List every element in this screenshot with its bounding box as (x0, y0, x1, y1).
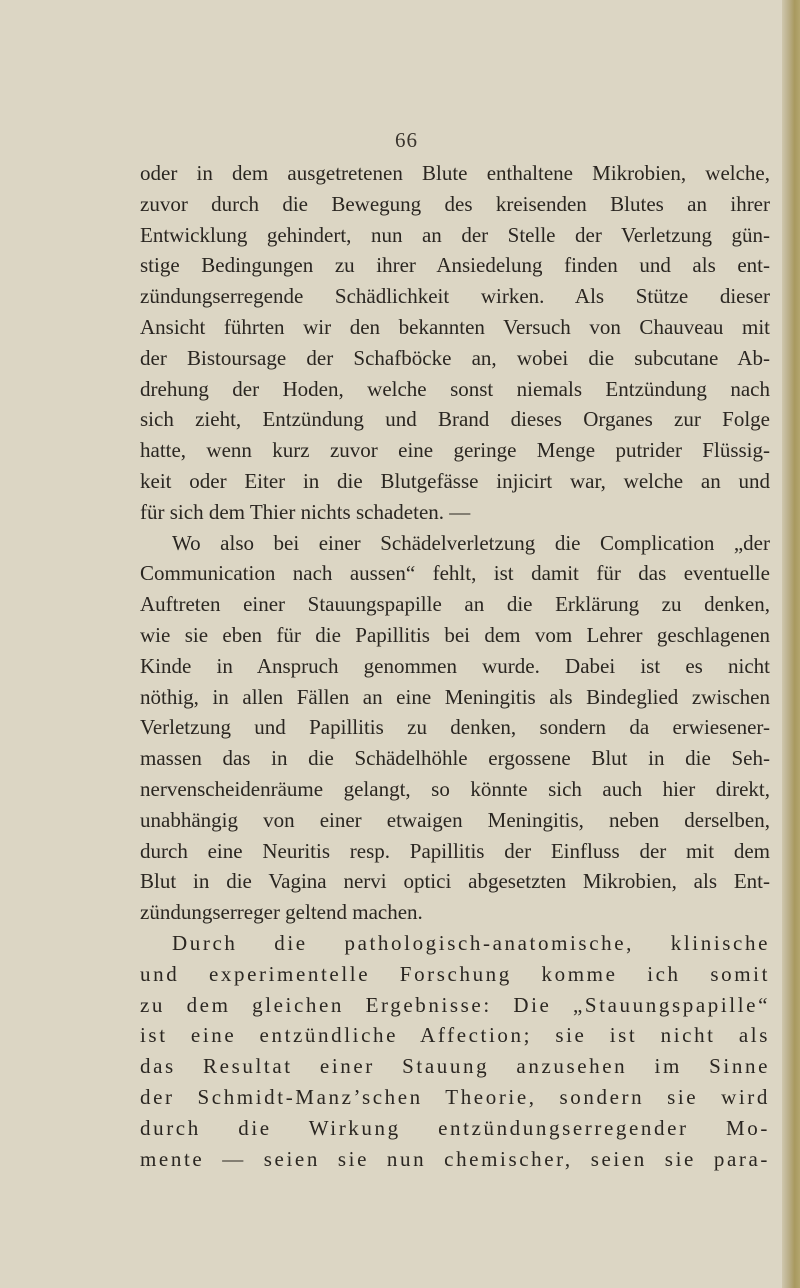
body-text (140, 158, 770, 1174)
spaced-text-line: und experimentelle Forschung komme ich somit (140, 961, 770, 986)
text-line: Blut in die Vagina nervi optici abgesetzten Mikrobien, als Ent- (140, 869, 770, 894)
text-line: der Bistoursage der Schafböcke an, wobei die subcutane Ab- (140, 345, 770, 370)
text-line: massen das in die Schädelhöhle ergossene Blut in die Seh- (140, 746, 770, 771)
text-line: wie sie eben für die Papillitis bei dem vom Lehrer geschlagenen (140, 622, 770, 647)
text-line: keit oder Eiter in die Blutgefässe injicirt war, welche an und (140, 468, 770, 493)
text-line: Wo also bei einer Schädelverletzung die Complication „der (172, 530, 770, 555)
text-line: Communication nach aussen“ fehlt, ist damit für das eventuelle (140, 561, 770, 586)
spaced-text-line: mente — seien sie nun chemischer, seien sie para- (140, 1146, 770, 1171)
text-line: unabhängig von einer etwaigen Meningitis, neben derselben, (140, 807, 770, 832)
spaced-text-line: Durch die pathologisch-anatomische, klinische (172, 930, 770, 955)
page-edge (782, 0, 800, 1288)
text-line: durch eine Neuritis resp. Papillitis der Einfluss der mit dem (140, 838, 770, 863)
text-line: Auftreten einer Stauungspapille an die Erklärung zu denken, (140, 592, 770, 617)
text-line: zündungserreger geltend machen. (140, 900, 423, 925)
text-line: sich zieht, Entzündung und Brand dieses Organes zur Folge (140, 407, 770, 432)
text-line: nervenscheidenräume gelangt, so könnte sich auch hier direkt, (140, 776, 770, 801)
text-line: Verletzung und Papillitis zu denken, sondern da erwiesener- (140, 715, 770, 740)
text-line: zuvor durch die Bewegung des kreisenden Blutes an ihrer (140, 191, 770, 216)
spaced-text-line: zu dem gleichen Ergebnisse: Die „Stauungspapille“ (140, 992, 770, 1017)
text-line: für sich dem Thier nichts schadeten. — (140, 499, 471, 524)
text-line: oder in dem ausgetretenen Blute enthaltene Mikrobien, welche, (140, 161, 770, 185)
text-line: nöthig, in allen Fällen an eine Meningitis als Bindeglied zwischen (140, 684, 770, 709)
spaced-text-line: ist eine entzündliche Affection; sie ist nicht als (140, 1023, 770, 1048)
page-number: 66 (395, 128, 418, 152)
spaced-text-line: das Resultat einer Stauung anzusehen im Sinne (140, 1054, 770, 1079)
text-line: drehung der Hoden, welche sonst niemals Entzündung nach (140, 376, 770, 401)
text-line: Ansicht führten wir den bekannten Versuch von Chauveau mit (140, 314, 770, 339)
spaced-text-line: der Schmidt-Manz’schen Theorie, sondern sie wird (140, 1084, 770, 1109)
text-line: Entwicklung gehindert, nun an der Stelle der Verletzung gün- (140, 222, 770, 247)
text-line: zündungserregende Schädlichkeit wirken. Als Stütze dieser (140, 284, 770, 309)
text-line: Kinde in Anspruch genommen wurde. Dabei ist es nicht (140, 653, 770, 678)
text-line: hatte, wenn kurz zuvor eine geringe Menge putrider Flüssig- (140, 438, 770, 463)
text-line: stige Bedingungen zu ihrer Ansiedelung finden und als ent- (140, 253, 770, 278)
spaced-text-line: durch die Wirkung entzündungserregender Mo- (140, 1115, 770, 1140)
